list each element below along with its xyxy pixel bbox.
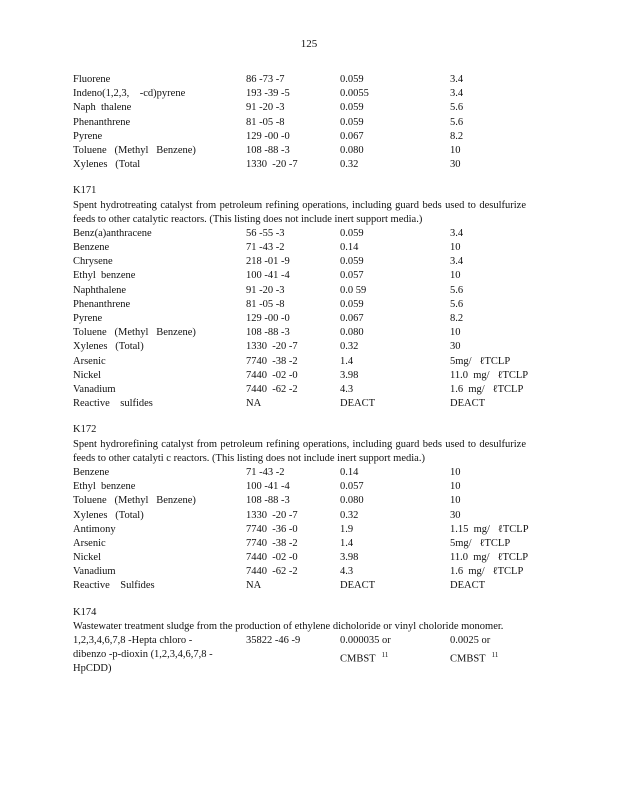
table-row — [73, 269, 533, 283]
constituent-name: Pyrene — [73, 313, 103, 325]
wastewater-standard: 0.057 — [340, 270, 364, 282]
wastewater-standard: 0.32 — [340, 509, 359, 521]
constituent-name: Vanadium — [73, 383, 116, 395]
constituent-name: Phenanthrene — [73, 298, 131, 310]
cas-number: 71 -43 -2 — [246, 466, 285, 478]
constituent-name: Chrysene — [73, 256, 113, 268]
cas-number: NA — [246, 398, 262, 410]
cas-number: 7740 -38 -2 — [246, 355, 298, 367]
table-row — [73, 116, 533, 130]
constituent-name: Indeno(1,2,3, -cd)pyrene — [73, 88, 186, 100]
wastewater-standard: 0.32 — [340, 341, 359, 353]
cas-number: 218 -01 -9 — [246, 256, 290, 268]
constituent-name: Nickel — [73, 369, 101, 381]
waste-description-k172: Spent hydrorefining catalyst from petroleum refining operations, including guard beds used to desulfurize feeds to other catalyti c reactors. (This listing does not include inert support media.) — [73, 438, 526, 464]
constituent-name: Toluene (Methyl Benzene) — [73, 144, 196, 156]
nonwastewater-standard: 10 — [450, 242, 461, 254]
cas-number: 7440 -02 -0 — [246, 369, 298, 381]
table-row — [73, 101, 533, 115]
nonwastewater-standard: 3.4 — [450, 256, 464, 268]
wastewater-standard: 0.067 — [340, 130, 364, 142]
wastewater-standard: 0.059 — [340, 74, 364, 85]
wastewater-standard: 0.080 — [340, 144, 364, 156]
wastewater-standard: DEACT — [340, 580, 375, 592]
waste-description-k174: Wastewater treatment sludge from the production of ethylene dicholoride or vinyl choloride monomer. — [73, 620, 504, 632]
cas-number: 7740 -38 -2 — [246, 537, 298, 549]
table-row — [73, 480, 533, 494]
nonwastewater-standard: 8.2 — [450, 313, 464, 325]
table-row — [73, 130, 533, 144]
page-number: 125 — [300, 38, 318, 50]
nonwastewater-standard: 3.4 — [450, 227, 464, 239]
wastewater-standard: 0.059 — [340, 116, 364, 128]
cas-number: NA — [246, 580, 262, 592]
cas-number: 7440 -62 -2 — [246, 566, 298, 578]
nonwastewater-standard: 10 — [450, 495, 461, 507]
table-row — [73, 537, 533, 551]
cas-number: 129 -00 -0 — [246, 130, 290, 142]
wastewater-standard: 0.059 — [340, 256, 364, 268]
waste-description-k171: Spent hydrotreating catalyst from petroleum refining operations, including guard beds used to desulfurize feeds to other catalytic reactors. (This listing does not include inert support media.) — [73, 199, 526, 225]
wastewater-standard: 4.3 — [340, 566, 354, 578]
wastewater-standard: 3.98 — [340, 369, 359, 381]
nonwastewater-standard: 1.15 mg/ ℓTCLP — [450, 523, 529, 535]
table-row — [73, 326, 533, 340]
cas-number: 35822 -46 -9 — [246, 635, 301, 647]
section-k174 — [73, 606, 533, 677]
wastewater-standard: 3.98 — [340, 552, 359, 564]
table-row — [73, 565, 533, 579]
constituent-name: Ethyl benzene — [73, 481, 136, 493]
document-body — [73, 73, 533, 677]
cas-number: 81 -05 -8 — [246, 298, 285, 310]
nonwastewater-standard: 8.2 — [450, 130, 464, 142]
nonwastewater-standard: 3.4 — [450, 74, 464, 85]
nonwastewater-standard: 1.6 mg/ ℓTCLP — [450, 383, 524, 395]
cas-number: 71 -43 -2 — [246, 242, 285, 254]
constituent-name: Xylenes (Total) — [73, 509, 144, 521]
nonwastewater-standard: 10 — [450, 466, 461, 478]
wastewater-standard: 0.080 — [340, 327, 364, 339]
table-row — [73, 87, 533, 101]
constituent-name: Benzene — [73, 466, 110, 478]
nonwastewater-standard: 10 — [450, 481, 461, 493]
nonwastewater-standard: 5mg/ ℓTCLP — [450, 355, 511, 367]
constituent-name: Ethyl benzene — [73, 270, 136, 282]
constituent-name: Naphthalene — [73, 284, 127, 296]
nonwastewater-standard: 11.0 mg/ ℓTCLP — [450, 552, 529, 564]
cas-number: 91 -20 -3 — [246, 102, 285, 114]
nonwastewater-standard: 10 — [450, 144, 461, 156]
table-row — [73, 340, 533, 354]
cas-number: 1330 -20 -7 — [246, 509, 298, 521]
wastewater-standard: 0.14 — [340, 466, 359, 478]
table-row — [73, 255, 533, 269]
constituent-name: Phenanthrene — [73, 116, 131, 128]
cas-number: 1330 -20 -7 — [246, 159, 298, 171]
nonwastewater-standard: 30 — [450, 509, 461, 521]
wastewater-standard: 0.000035 or CMBST $^{11}$ — [340, 635, 391, 665]
cas-number: 1330 -20 -7 — [246, 341, 298, 353]
constituent-name: Xylenes (Total) — [73, 341, 144, 353]
footnote-ref: 11 — [491, 651, 499, 660]
nonwastewater-standard: 0.0025 or CMBST $^{11}$ — [450, 635, 499, 665]
wastewater-standard: 0.0055 — [340, 88, 369, 100]
wastewater-standard: 1.4 — [340, 355, 354, 367]
constituent-name: Toluene (Methyl Benzene) — [73, 495, 196, 507]
footnote-ref: 11 — [381, 651, 389, 660]
cas-number: 129 -00 -0 — [246, 313, 290, 325]
constituent-table-top — [73, 73, 533, 172]
table-row — [73, 523, 533, 537]
cas-number: 108 -88 -3 — [246, 495, 290, 507]
nonwastewater-standard: DEACT — [450, 398, 485, 410]
waste-code-k172: K172 — [73, 424, 97, 436]
table-row — [73, 551, 533, 565]
wastewater-standard: 1.9 — [340, 523, 354, 535]
table-row — [73, 298, 533, 312]
table-row — [73, 579, 533, 593]
constituent-name: Pyrene — [73, 130, 103, 142]
table-row — [73, 634, 533, 677]
wastewater-standard: 0.067 — [340, 313, 364, 325]
nonwastewater-standard: 5.6 — [450, 102, 464, 114]
table-row — [73, 383, 533, 397]
section-k171 — [73, 184, 533, 411]
cas-number: 7440 -62 -2 — [246, 383, 298, 395]
table-row — [73, 369, 533, 383]
constituent-name: Toluene (Methyl Benzene) — [73, 327, 196, 339]
wastewater-standard: 0.32 — [340, 159, 359, 171]
cas-number: 7740 -36 -0 — [246, 523, 298, 535]
cas-number: 86 -73 -7 — [246, 74, 285, 85]
table-row — [73, 158, 533, 172]
cas-number: 193 -39 -5 — [246, 88, 290, 100]
constituent-table-k171 — [73, 227, 533, 411]
waste-code-k174: K174 — [73, 606, 97, 618]
constituent-name: Antimony — [73, 523, 116, 535]
nonwastewater-standard: 5.6 — [450, 284, 464, 296]
nonwastewater-standard: 1.6 mg/ ℓTCLP — [450, 566, 524, 578]
constituent-name: Arsenic — [73, 537, 106, 549]
constituent-name: Xylenes (Total — [73, 159, 141, 171]
nonwastewater-standard: DEACT — [450, 580, 485, 592]
nonwastewater-standard: 30 — [450, 159, 461, 171]
table-row — [73, 73, 533, 87]
wastewater-standard: 4.3 — [340, 383, 354, 395]
table-row — [73, 509, 533, 523]
nonwastewater-standard: 5.6 — [450, 116, 464, 128]
table-row — [73, 355, 533, 369]
constituent-name: Naph thalene — [73, 102, 132, 114]
wastewater-standard: 0.059 — [340, 102, 364, 114]
section-k172 — [73, 423, 533, 593]
table-row — [73, 144, 533, 158]
table-row — [73, 227, 533, 241]
wastewater-standard: 1.4 — [340, 537, 354, 549]
nonwastewater-standard: 3.4 — [450, 88, 464, 100]
wastewater-standard: 0.059 — [340, 227, 364, 239]
table-row — [73, 466, 533, 480]
nonwastewater-standard: 5mg/ ℓTCLP — [450, 537, 511, 549]
nonwastewater-standard: 5.6 — [450, 298, 464, 310]
wastewater-standard: 0.0 59 — [340, 284, 367, 296]
constituent-name: Benz(a)anthracene — [73, 227, 152, 239]
cas-number: 108 -88 -3 — [246, 144, 290, 156]
cas-number: 108 -88 -3 — [246, 327, 290, 339]
constituent-name: Reactive Sulfides — [73, 580, 155, 592]
nonwastewater-standard: 11.0 mg/ ℓTCLP — [450, 369, 529, 381]
table-row — [73, 397, 533, 411]
constituent-name: Benzene — [73, 242, 110, 254]
constituent-name: Reactive sulfides — [73, 398, 153, 410]
table-row — [73, 494, 533, 508]
constituent-name: Fluorene — [73, 74, 111, 85]
nonwastewater-standard: 10 — [450, 270, 461, 282]
wastewater-standard: 0.14 — [340, 242, 359, 254]
waste-code-k171: K171 — [73, 185, 97, 197]
cas-number: 91 -20 -3 — [246, 284, 285, 296]
constituent-name: Arsenic — [73, 355, 106, 367]
wastewater-standard: 0.059 — [340, 298, 364, 310]
constituent-name: Nickel — [73, 552, 101, 564]
nonwastewater-standard: 10 — [450, 327, 461, 339]
cas-number: 100 -41 -4 — [246, 270, 290, 282]
cas-number: 81 -05 -8 — [246, 116, 285, 128]
wastewater-standard: 0.080 — [340, 495, 364, 507]
nonwastewater-standard: 30 — [450, 341, 461, 353]
wastewater-standard: DEACT — [340, 398, 375, 410]
table-row — [73, 284, 533, 298]
constituent-table-k172 — [73, 466, 533, 594]
cas-number: 100 -41 -4 — [246, 481, 290, 493]
table-row — [73, 312, 533, 326]
table-row — [73, 241, 533, 255]
cas-number: 56 -55 -3 — [246, 227, 285, 239]
constituent-name: 1,2,3,4,6,7,8 -Hepta chloro - dibenzo -p-dioxin (1,2,3,4,6,7,8 - HpCDD) — [73, 635, 213, 675]
wastewater-standard: 0.057 — [340, 481, 364, 493]
constituent-name: Vanadium — [73, 566, 116, 578]
cas-number: 7440 -02 -0 — [246, 552, 298, 564]
